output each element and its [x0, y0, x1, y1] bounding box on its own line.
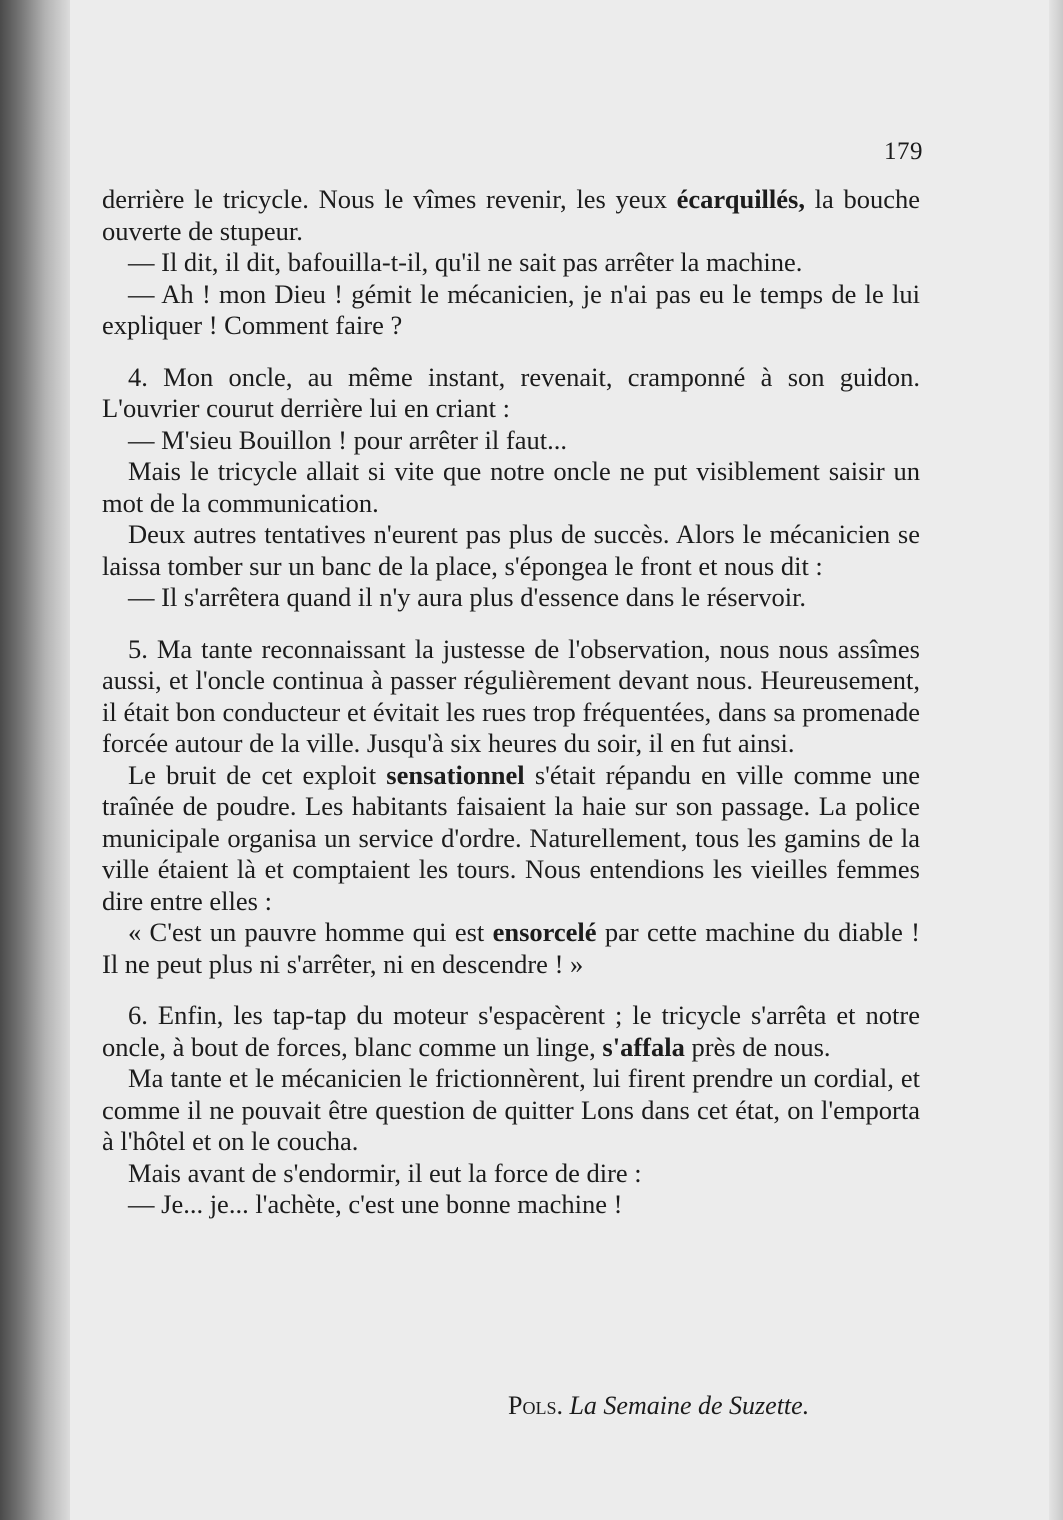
text-run: s'était répandu en ville comme une traînée de poudre. Les habitants faisaient la haie sur son passage. La police municipale organisa un service d'ordre. Naturellement, tous les gamins de la ville étaient là et comptaient les tours. Nous entendions les vieilles femmes dire entre elles : — [102, 759, 920, 916]
paragraph — [102, 425, 920, 457]
text-run: près de nous. — [684, 1031, 831, 1062]
bold-term: écarquillés, — [676, 184, 805, 214]
paragraph — [102, 1000, 920, 1063]
paragraph — [102, 1158, 920, 1190]
text-run: par cette machine du diable ! Il ne peut plus ni s'arrêter, ni en descendre ! » — [102, 917, 920, 979]
page-edge — [1049, 0, 1063, 1520]
signature — [508, 1391, 809, 1421]
text-run: Deux autres tentatives n'eurent pas plus de succès. Alors le mécanicien se laissa tomber sur un banc de la place, s'épongea le front et nous dit : — [102, 519, 920, 581]
text-run: derrière le tricycle. Nous le vîmes revenir, les yeux — [102, 184, 677, 214]
source-title: La Semaine de Suzette. — [569, 1391, 810, 1420]
text-run: Ma tante et le mécanicien le frictionnèrent, lui firent prendre un cordial, et comme il ne pouvait être question de quitter Lons dans cet état, on l'emporta à l'hôtel et on le coucha. — [102, 1063, 920, 1156]
paragraph — [102, 279, 920, 342]
text-run: — Il dit, il dit, bafouilla-t-il, qu'il ne sait pas arrêter la machine. — [128, 247, 803, 277]
text-run: la bouche ouverte de stupeur. — [102, 184, 920, 246]
text-run: Le bruit de cet exploit — [128, 759, 387, 790]
text-run: « C'est un pauvre homme qui est — [128, 917, 493, 947]
book-spine-shadow — [0, 0, 70, 1520]
paragraph — [102, 184, 920, 247]
text-run: — Il s'arrêtera quand il n'y aura plus d'essence dans le réservoir. — [128, 582, 807, 612]
body-text — [102, 184, 920, 1221]
text-run: — Je... je... l'achète, c'est une bonne machine ! — [128, 1189, 623, 1219]
page-number: 179 — [884, 138, 923, 165]
paragraph — [102, 1063, 920, 1158]
bold-term: s'affala — [602, 1031, 685, 1062]
paragraph — [102, 917, 920, 980]
paragraph — [102, 1189, 920, 1221]
author-name: Pols. — [508, 1391, 563, 1420]
paragraph — [102, 760, 920, 918]
paragraph — [102, 247, 920, 279]
bold-term: sensationnel — [386, 759, 525, 790]
text-run: Mais le tricycle allait si vite que notre oncle ne put visiblement saisir un mot de la communication. — [102, 456, 920, 518]
paragraph — [102, 519, 920, 582]
paragraph — [102, 634, 920, 760]
text-run: — M'sieu Bouillon ! pour arrêter il faut... — [128, 424, 567, 455]
text-run: 6. Enfin, les tap-tap du moteur s'espacèrent ; le tricycle s'arrêta et notre oncle, à bout de forces, blanc comme un linge, — [102, 1000, 920, 1062]
text-run: — Ah ! mon Dieu ! gémit le mécanicien, je n'ai pas eu le temps de le lui expliquer ! Comment faire ? — [102, 278, 920, 340]
text-run: 4. Mon oncle, au même instant, revenait, cramponné à son guidon. L'ouvrier courut derrière lui en criant : — [102, 361, 920, 423]
paragraph — [102, 582, 920, 614]
bold-term: ensorcelé — [492, 917, 597, 947]
paragraph — [102, 362, 920, 425]
paragraph — [102, 456, 920, 519]
text-run: Mais avant de s'endormir, il eut la force de dire : — [128, 1157, 642, 1188]
text-run: 5. Ma tante reconnaissant la justesse de l'observation, nous nous assîmes aussi, et l'oncle continua à passer régulièrement devant nous. Heureusement, il était bon conducteur et évitait les rues trop fréquentées, dans sa promenade forcée autour de la ville. Jusqu'à six heures du soir, il en fut ainsi. — [102, 633, 920, 758]
